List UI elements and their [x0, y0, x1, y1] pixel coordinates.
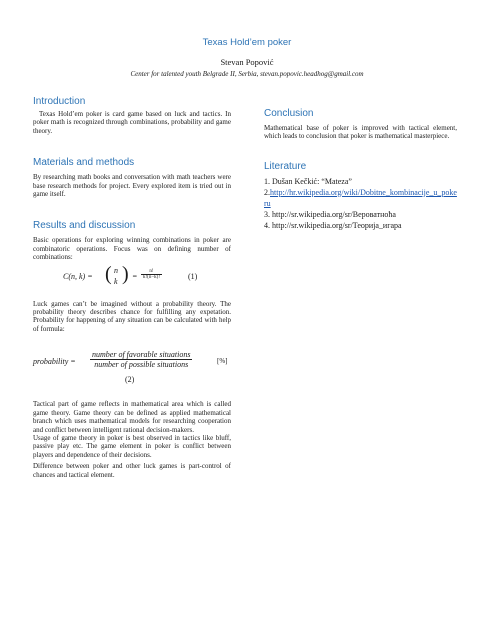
materials-heading: Materials and methods — [33, 157, 135, 169]
literature-item — [264, 209, 457, 220]
fraction-denominator: k!(n−k)! — [143, 274, 160, 280]
results-paragraph-5: Difference between poker and other luck games is part-control of chances and tactical element. — [33, 462, 231, 479]
conclusion-heading: Conclusion — [264, 108, 314, 119]
introduction-text: Texas Hold’em poker is card game based on luck and tactics. In poker math is recognized through combinations, probability and game theory. — [33, 110, 231, 135]
probability-denominator: number of possible situations — [94, 360, 189, 370]
literature-list — [264, 176, 457, 231]
literature-item-number: 4. — [264, 220, 270, 230]
results-paragraph-3: Tactical part of game reflects in mathematical area which is called game theory. Game theory can be defined as applied mathematical branch which uses mathematical models for researching cooperation and conflict between intelligent rational decision-makers. — [33, 400, 231, 434]
results-paragraph-1: Basic operations for exploring winning combinations in poker are combinatoric operations. Focus was on defining number of combinations: — [33, 236, 231, 262]
literature-heading: Literature — [264, 160, 307, 172]
combination-fraction — [141, 269, 162, 280]
conclusion-text: Mathematical base of poker is improved with tactical element, which leads to conclusion that poker is mathematical masterpiece. — [264, 124, 457, 141]
percent-unit: [%] — [217, 357, 228, 366]
author-affiliation: Center for talented youth Belgrade II, Serbia, stevan.popovic.headhog@gmail.com — [130, 70, 364, 78]
literature-link[interactable]: http://hr.wikipedia.org/wiki/Dobitne_kombinacije_u_pokeru — [264, 187, 457, 208]
formula-2-number: (2) — [125, 375, 135, 385]
formula-1-number: (1) — [188, 271, 198, 281]
formula-1-lhs: C(n, k) = — [63, 271, 93, 281]
binomial-top: n — [114, 265, 118, 275]
probability-formula — [33, 350, 231, 386]
binomial-left-paren: ( — [105, 262, 112, 285]
literature-item-number: 2. — [264, 187, 270, 197]
results-paragraph-2: Luck games can’t be imagined without a probability theory. The probability theory describes chance for fulfilling any expetation. Probability for happening of any situation can be calculated with help of formula: — [33, 299, 231, 333]
literature-item — [264, 187, 457, 209]
left-column — [33, 96, 231, 479]
results-heading: Results and discussion — [33, 220, 136, 232]
literature-item-number: 1. — [264, 176, 270, 186]
probability-numerator: number of favorable situations — [92, 350, 191, 360]
binomial-right-paren: ) — [122, 262, 129, 285]
author-name: Stevan Popović — [220, 57, 274, 67]
results-paragraph-4: Usage of game theory in poker is best observed in tactics like bluff, passive play etc. The game element in poker is conflict between players and dependence of their decisions. — [33, 433, 231, 459]
combination-formula — [33, 264, 231, 294]
formula-2-lhs: probability = — [33, 357, 76, 367]
introduction-heading: Introduction — [33, 96, 86, 107]
literature-item-text: http://sr.wikipedia.org/sr/Вероватноћа — [272, 209, 396, 219]
formula-1-equals: = — [132, 271, 138, 281]
literature-item — [264, 176, 457, 187]
literature-item — [264, 220, 457, 231]
right-column — [264, 108, 457, 231]
paper-title: Texas Hold’em poker — [202, 37, 292, 48]
materials-text: By researching math books and conversation with math teachers were base research methods for project. Every explored item is tried out in game itself. — [33, 173, 231, 199]
binomial-bottom: k — [114, 276, 118, 286]
literature-item-text: http://sr.wikipedia.org/sr/Теорија_игара — [272, 220, 402, 230]
fraction-numerator: n! — [141, 269, 162, 275]
literature-item-text: Dušan Kečkić: “Mateza” — [272, 176, 352, 186]
literature-item-number: 3. — [264, 209, 270, 219]
